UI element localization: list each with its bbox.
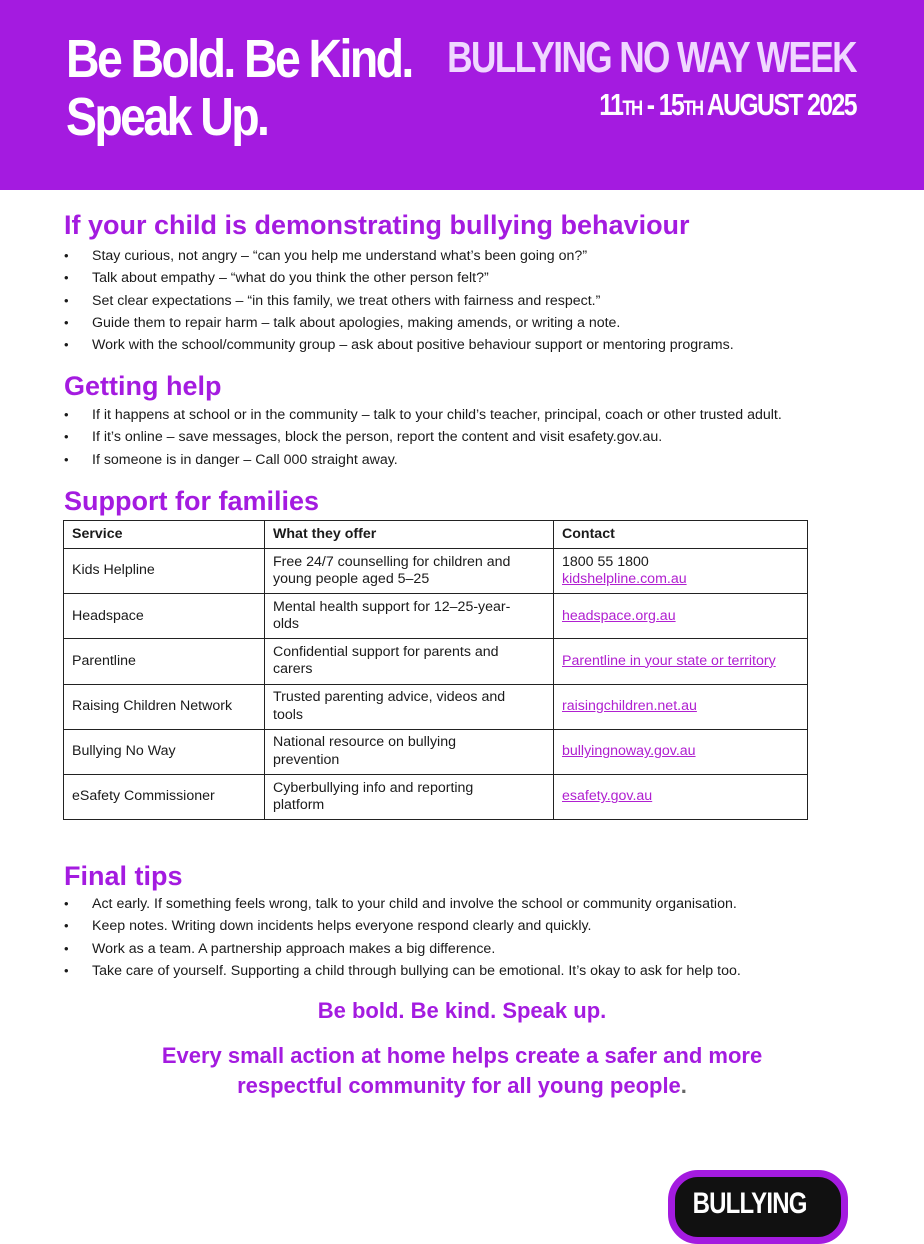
list-item: • Act early. If something feels wrong, talk to your child and involve the school or community organisation. [64, 893, 741, 915]
offer-text: carers [273, 661, 313, 678]
service-cell: Headspace [64, 594, 265, 639]
offer-text: Trusted parenting advice, videos and [273, 689, 506, 706]
service-cell: Parentline [64, 639, 265, 684]
list-item: • If it’s online – save messages, block the person, report the content and visit esafety.gov.au. [64, 426, 782, 448]
offer-cell [265, 729, 554, 774]
date-start-suffix: TH [622, 97, 642, 120]
contact-link-raisingchildren[interactable]: raisingchildren.net.au [562, 697, 697, 714]
list-item: • Keep notes. Writing down incidents helps everyone respond clearly and quickly. [64, 915, 741, 937]
table-row [64, 639, 808, 684]
contact-link-esafety[interactable]: esafety.gov.au [562, 788, 653, 805]
phone-number: 1800 55 1800 [562, 553, 649, 570]
contact-cell [554, 549, 808, 594]
offer-text: National resource on bullying [273, 734, 456, 751]
closing-line-2 [0, 1071, 924, 1101]
offer-text: Cyberbullying info and reporting [273, 779, 474, 796]
list-item: • Stay curious, not angry – “can you help me understand what’s been going on?” [64, 245, 734, 267]
offer-text: Mental health support for 12–25-year- [273, 598, 511, 615]
slogan-line-2: Speak Up. [66, 87, 268, 147]
offer-cell [265, 549, 554, 594]
list-item: • If it happens at school or in the community – talk to your child’s teacher, principal, coach or other trusted adult. [64, 404, 782, 426]
contact-link-parentline[interactable]: Parentline in your state or territory [562, 652, 776, 669]
offer-text: olds [273, 616, 300, 633]
list-item: • Work as a team. A partnership approach makes a big difference. [64, 938, 741, 960]
table-row [64, 594, 808, 639]
contact-cell [554, 594, 808, 639]
column-header-service: Service [64, 521, 265, 549]
offer-cell [265, 684, 554, 729]
event-name: BULLYING NO WAY WEEK [447, 33, 856, 82]
offer-text: tools [273, 706, 303, 723]
bullying-no-way-logo [668, 1170, 848, 1244]
list-item: • Take care of yourself. Supporting a child through bullying can be emotional. It’s okay to ask for help too. [64, 960, 741, 982]
service-cell: eSafety Commissioner [64, 774, 265, 819]
list-item: • If someone is in danger – Call 000 straight away. [64, 449, 782, 471]
contact-link-bullyingnoway[interactable]: bullyingnoway.gov.au [562, 743, 696, 760]
table-row [64, 774, 808, 819]
event-info [345, 34, 856, 126]
header-banner [0, 0, 924, 190]
table-row [64, 684, 808, 729]
heading-getting-help: Getting help [64, 371, 222, 401]
date-start-number: 11 [599, 87, 623, 122]
service-cell: Raising Children Network [64, 684, 265, 729]
list-item: • Guide them to repair harm – talk about apologies, making amends, or writing a note. [64, 312, 734, 334]
contact-link-kidshelpline[interactable]: kidshelpline.com.au [562, 571, 687, 588]
closing-line-1: Every small action at home helps create a safer and more [161, 1043, 763, 1068]
date-dash: - [641, 87, 659, 122]
offer-text: young people aged 5–25 [273, 571, 430, 588]
table-row [64, 549, 808, 594]
offer-text: Confidential support for parents and [273, 643, 499, 660]
closing-message [0, 1041, 924, 1101]
event-dates [447, 88, 856, 126]
list-bullying-behaviour [64, 245, 734, 356]
column-header-contact: Contact [554, 521, 808, 549]
list-final-tips [64, 893, 741, 982]
contact-link-headspace[interactable]: headspace.org.au [562, 607, 676, 624]
offer-text: platform [273, 797, 325, 814]
date-month-year: AUGUST 2025 [702, 87, 856, 122]
date-end-number: 15 [658, 87, 684, 122]
closing-line-2-text: respectful community for all young people [237, 1073, 681, 1098]
list-getting-help [64, 404, 782, 471]
column-header-offer: What they offer [265, 521, 554, 549]
offer-text: prevention [273, 751, 340, 768]
contact-cell [554, 684, 808, 729]
table-row [64, 729, 808, 774]
list-item: • Work with the school/community group – ask about positive behaviour support or mentoring programs. [64, 334, 734, 356]
offer-cell [265, 594, 554, 639]
closing-slogan: Be bold. Be kind. Speak up. [317, 998, 607, 1023]
table-header-row [64, 521, 808, 549]
contact-cell [554, 639, 808, 684]
service-cell: Kids Helpline [64, 549, 265, 594]
closing-period: . [680, 1073, 687, 1098]
heading-bullying-behaviour: If your child is demonstrating bullying behaviour [64, 210, 690, 240]
support-table [63, 520, 808, 820]
heading-support-families: Support for families [64, 486, 320, 516]
list-item: • Talk about empathy – “what do you think the other person felt?” [64, 267, 734, 289]
list-item: • Set clear expectations – “in this family, we treat others with fairness and respect.” [64, 290, 734, 312]
contact-cell [554, 774, 808, 819]
offer-cell [265, 774, 554, 819]
logo-text: BULLYING [692, 1187, 807, 1220]
offer-text: Free 24/7 counselling for children and [273, 553, 511, 570]
slogan-line-1: Be Bold. Be Kind. [66, 29, 412, 89]
offer-cell [265, 639, 554, 684]
date-end-suffix: TH [683, 97, 703, 120]
service-cell: Bullying No Way [64, 729, 265, 774]
contact-cell [554, 729, 808, 774]
heading-final-tips: Final tips [64, 861, 183, 891]
